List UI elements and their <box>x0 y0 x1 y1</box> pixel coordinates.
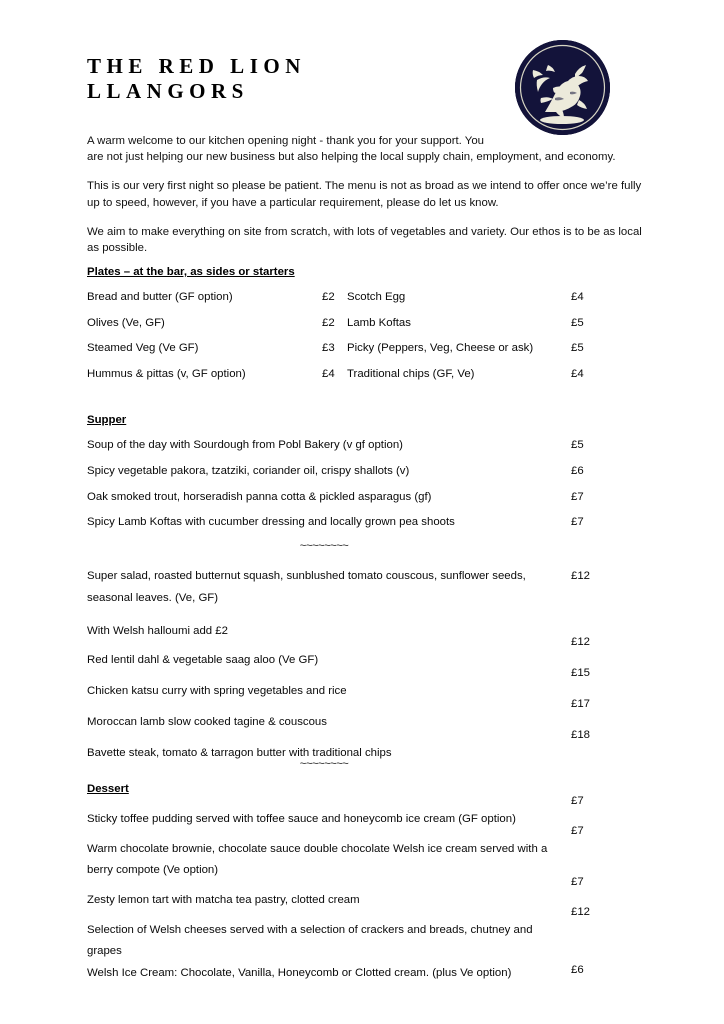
table-row <box>87 336 643 362</box>
dish-price: £7 <box>571 490 584 503</box>
plates-rows <box>87 285 643 387</box>
supper-heading: Supper <box>87 414 127 426</box>
plate-price: £5 <box>571 316 584 329</box>
dish-name: Zesty lemon tart with matcha tea pastry, clotted cream <box>87 894 360 906</box>
list-item <box>87 963 643 984</box>
dish-price: £12 <box>571 636 591 648</box>
dish-name: Spicy Lamb Koftas with cucumber dressing and locally grown pea shoots <box>87 516 455 529</box>
dish-name: Sticky toffee pudding served with toffee sauce and honeycomb ice cream (GF option) <box>87 813 516 825</box>
list-item <box>87 433 643 459</box>
plate-name: Lamb Koftas <box>347 316 411 329</box>
intro-paragraph-3: We aim to make everything on site from scratch, with lots of vegetables and variety. Our ethos is to be as local as possible. <box>87 225 642 255</box>
dish-price: £17 <box>571 698 591 710</box>
list-item <box>87 485 643 511</box>
dish-name: Super salad, roasted butternut squash, sunblushed tomato couscous, sunflower seeds, <box>87 570 526 582</box>
plate-name: Bread and butter (GF option) <box>87 291 233 303</box>
title-line-2: LLANGORS <box>87 79 249 103</box>
mains-section <box>87 566 643 764</box>
plate-name: Steamed Veg (Ve GF) <box>87 342 199 355</box>
plate-name: Traditional chips (GF, Ve) <box>347 367 475 380</box>
dish-price: £15 <box>571 667 591 679</box>
intro-p1-line2: are not just helping our new business but also helping the local supply chain, employment, and economy. <box>87 151 616 164</box>
dish-price: £7 <box>571 825 584 837</box>
dessert-section <box>87 783 643 984</box>
list-item <box>87 698 643 733</box>
plate-price: £4 <box>322 367 335 380</box>
halloumi-add-on-note: With Welsh halloumi add £2 <box>87 625 228 637</box>
table-row <box>87 285 643 311</box>
section-divider-1 <box>87 540 643 552</box>
plate-price: £2 <box>322 316 335 329</box>
intro-p1-line1: A warm welcome to our kitchen opening night - thank you for your support. You <box>87 135 485 147</box>
list-item <box>87 667 643 702</box>
restaurant-title <box>87 54 487 104</box>
dish-price: £7 <box>571 876 584 888</box>
list-item <box>87 636 643 671</box>
dish-price: £18 <box>571 729 591 741</box>
divider-squiggle: ~~~~~~~~ <box>299 540 349 552</box>
intro-paragraph-1 <box>87 133 643 165</box>
dish-name: Spicy vegetable pakora, tzatziki, coriander oil, crispy shallots (v) <box>87 464 410 477</box>
list-item <box>87 906 643 962</box>
plate-name: Olives (Ve, GF) <box>87 316 165 329</box>
plate-price: £5 <box>571 342 584 355</box>
plate-name: Scotch Egg <box>347 291 406 303</box>
dish-name: Selection of Welsh cheeses served with a selection of crackers and breads, chutney and grapes <box>87 924 533 957</box>
plate-price: £4 <box>571 291 584 303</box>
dish-name: Soup of the day with Sourdough from Pobl Bakery (v gf option) <box>87 439 403 451</box>
dessert-heading: Dessert <box>87 783 129 795</box>
divider-squiggle: ~~~~~~~~ <box>299 758 349 770</box>
dish-price: £6 <box>571 964 584 976</box>
dish-name: Red lentil dahl & vegetable saag aloo (Ve GF) <box>87 654 319 666</box>
dish-price: £5 <box>571 439 584 451</box>
supper-section <box>87 414 643 536</box>
plate-name: Hummus & pittas (v, GF option) <box>87 367 246 380</box>
red-lion-crest-logo-icon <box>515 40 610 135</box>
plates-section <box>87 266 643 387</box>
intro-text <box>87 133 643 256</box>
plate-price: £2 <box>322 291 335 303</box>
plate-price: £3 <box>322 342 335 355</box>
list-item <box>87 459 643 485</box>
dish-price: £12 <box>571 906 591 918</box>
dish-price: £7 <box>571 516 584 529</box>
dish-name: Welsh Ice Cream: Chocolate, Vanilla, Honeycomb or Clotted cream. (plus Ve option) <box>87 967 512 979</box>
plates-heading: Plates – at the bar, as sides or starters <box>87 266 295 278</box>
list-item <box>87 510 643 536</box>
dish-name: Bavette steak, tomato & tarragon butter with traditional chips <box>87 747 392 759</box>
plate-price: £4 <box>571 367 584 380</box>
list-item <box>87 825 643 881</box>
supper-rows <box>87 433 643 536</box>
dish-price: £6 <box>571 464 584 477</box>
plate-name: Picky (Peppers, Veg, Cheese or ask) <box>347 342 534 355</box>
table-row <box>87 311 643 337</box>
dish-price: £7 <box>571 795 584 807</box>
dish-name-continuation: seasonal leaves. (Ve, GF) <box>87 592 219 604</box>
section-divider-2 <box>87 758 643 770</box>
dish-name: Moroccan lamb slow cooked tagine & couscous <box>87 716 327 728</box>
list-item <box>87 566 643 587</box>
dish-name: Warm chocolate brownie, chocolate sauce double chocolate Welsh ice cream served with a berry compote (Ve option) <box>87 843 548 876</box>
table-row <box>87 362 643 388</box>
intro-paragraph-2: This is our very first night so please be patient. The menu is not as broad as we intend to offer once we’re fully up to speed, however, if you have a particular requirement, please do let us know. <box>87 180 642 209</box>
title-line-1: THE RED LION <box>87 54 306 78</box>
menu-header <box>0 0 724 103</box>
list-item <box>87 795 643 830</box>
dish-name: Chicken katsu curry with spring vegetables and rice <box>87 685 347 697</box>
list-item <box>87 876 643 911</box>
dish-name: Oak smoked trout, horseradish panna cotta & pickled asparagus (gf) <box>87 490 432 503</box>
dish-price: £12 <box>571 570 591 582</box>
